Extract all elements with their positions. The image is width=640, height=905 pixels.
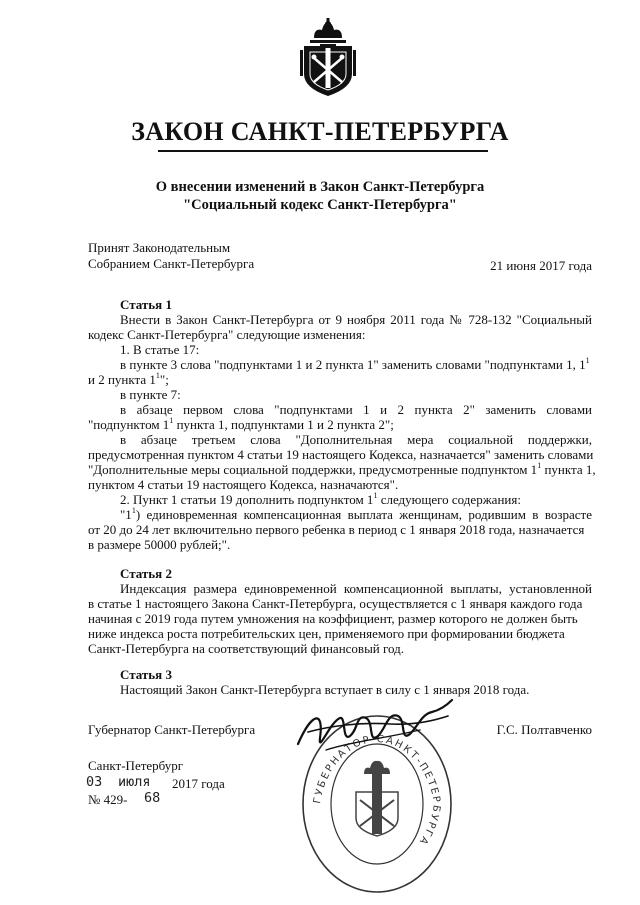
governor-name: Г.С. Полтавченко: [496, 722, 592, 737]
article-1-item-1-d-cont3: пунктом 4 статьи 19 настоящего Кодекса, назначаются".: [88, 477, 399, 492]
article-2-line5: Санкт-Петербурга на соответствующий финансовый год.: [88, 641, 405, 656]
seal-text: ГУБЕРНАТОР САНКТ-ПЕТЕРБУРГА: [312, 733, 443, 848]
signature-icon: [290, 692, 455, 772]
article-2-line3: начиная с 2019 года путем умножения на коэффициент, размер которого не должен быть: [88, 611, 578, 626]
article-1-paragraph: Внести в Закон Санкт-Петербурга от 9 ноября 2011 года № 728-132 "Социальный: [120, 312, 592, 327]
footer-number: 68: [144, 790, 161, 806]
footer-day: 03: [86, 774, 103, 790]
article-1-item-1-d: в абзаце третьем слова "Дополнительная мера социальной поддержки,: [120, 432, 592, 447]
article-1-item-1-c: в абзаце первом слова "подпунктами 1 и 2 пункта 2" заменить словами: [120, 402, 592, 417]
article-1-item-1-d-cont1: предусмотренная пунктом 4 статьи 19 настоящего Кодекса, назначается" заменить словами: [88, 447, 594, 462]
law-subtitle-line1: О внесении изменений в Закон Санкт-Петербурга: [155, 179, 485, 195]
article-1-item-2-cont2: в размере 50000 рублей;".: [88, 537, 231, 552]
coat-of-arms-icon: [300, 18, 356, 98]
article-2-line2: в статье 1 настоящего Закона Санкт-Петербурга, осуществляется с 1 января каждого года: [88, 596, 583, 611]
adopted-by-line1: Принят Законодательным: [88, 240, 231, 255]
footer-city: Санкт-Петербург: [88, 758, 184, 773]
article-1-item-2-cont1: от 20 до 24 лет включительно первого ребенка в период с 1 января 2018 года, назначается: [88, 522, 585, 537]
article-1-item-1: 1. В статье 17:: [120, 342, 200, 357]
footer-year: 2017 года: [172, 776, 225, 791]
adopted-by-line2: Собранием Санкт-Петербурга: [88, 256, 255, 271]
law-title: ЗАКОН САНКТ-ПЕТЕРБУРГА: [131, 117, 509, 146]
article-3-line1: Настоящий Закон Санкт-Петербурга вступает в силу с 1 января 2018 года.: [120, 682, 530, 697]
title-underline: [158, 150, 488, 152]
footer-number-prefix: № 429-: [88, 792, 128, 807]
governor-title: Губернатор Санкт-Петербурга: [88, 722, 256, 737]
article-1-paragraph-cont: кодекс Санкт-Петербурга" следующие изменения:: [88, 327, 366, 342]
article-1-item-1-a-cont: и 2 пункта $1^1$";: [88, 371, 169, 387]
article-1-item-2-quote: "$1^1$) единовременная компенсационная выплата женщинам, родившим в возрасте: [120, 506, 592, 522]
article-3-heading: Статья 3: [120, 667, 172, 682]
article-1-heading: Статья 1: [120, 297, 172, 312]
law-subtitle-line2: "Социальный кодекс Санкт-Петербурга": [183, 197, 457, 213]
article-1-item-1-b: в пункте 7:: [120, 387, 181, 402]
adoption-date: 21 июня 2017 года: [490, 258, 592, 273]
article-1-item-1-c-cont: "подпунктом $1^1$ пункта 1, подпунктами 1 и 2 пункта 2";: [88, 416, 394, 432]
article-2-heading: Статья 2: [120, 566, 172, 581]
article-1-item-1-a: в пункте 3 слова "подпунктами 1 и 2 пункта 1" заменить словами "подпунктами 1, $1^1$: [120, 356, 590, 372]
article-2-line1: Индексация размера единовременной компенсационной выплаты, установленной: [120, 581, 592, 596]
article-2-line4: ниже индекса роста потребительских цен, применяемого при формировании бюджета: [88, 626, 565, 641]
article-1-item-1-d-cont2: "Дополнительные меры социальной поддержки, предусмотренные подпунктом $1^1$ пункта 1,: [88, 461, 596, 477]
footer-month: июля: [118, 774, 151, 790]
article-1-item-2: 2. Пункт 1 статьи 19 дополнить подпунктом $1^1$ следующего содержания:: [120, 491, 521, 507]
